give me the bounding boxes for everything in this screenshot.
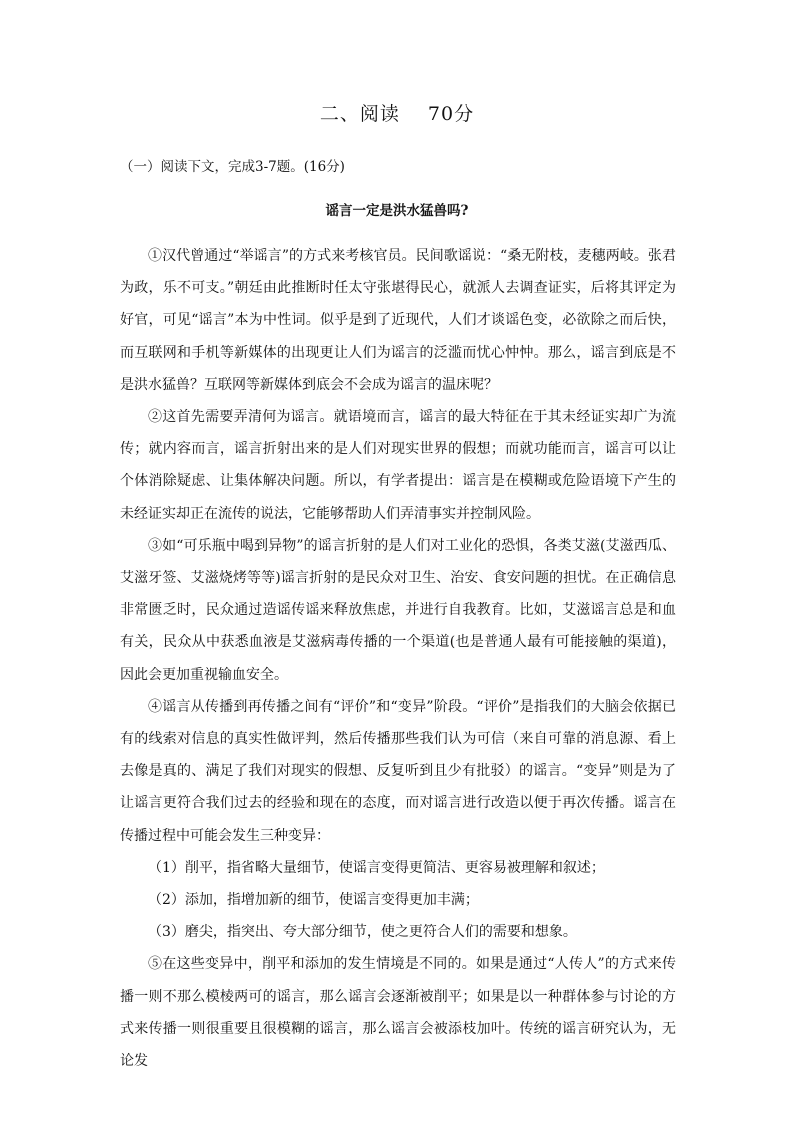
section-title-score: 70分 [427,103,475,125]
paragraph-3: ③如“可乐瓶中喝到异物”的谣言折射的是人们对工业化的恐惧，各类艾滋(艾滋西瓜、艾滋牙签、艾滋烧烤等等)谣言折射的是民众对卫生、治安、食安问题的担忧。在正确信息非常匮乏时，民众通过造谣传谣来释放焦虑，并进行自我教育。比如，艾滋谣言总是和血有关，民众从中获悉血液是艾滋病毒传播的一个渠道(也是普通人最有可能接触的渠道)，因此会更加重视输血安全。 [120,537,676,683]
section-title [0,100,794,128]
article-body [120,240,676,1077]
list-item-2: （2）添加，指增加新的细节，使谣言变得更加丰满； [148,892,479,909]
list-item-1: （1）削平，指省略大量细节，使谣言变得更简洁、更容易被理解和叙述； [148,859,605,876]
section-title-label: 二、阅读 [319,103,400,125]
paragraph-2: ②这首先需要弄清何为谣言。就语境而言，谣言的最大特征在于其未经证实却广为流传；就内容而言，谣言折射出来的是人们对现实世界的假想；而就功能而言，谣言可以让个体消除疑虑、让集体解决问题。所以，有学者提出：谣言是在模糊或危险语境下产生的未经证实却正在流传的说法，它能够帮助人们弄清事实并控制风险。 [120,409,676,522]
article-title: 谣言一定是洪水猛兽吗? [325,203,469,219]
paragraph-5: ⑤在这些变异中，削平和添加的发生情境是不同的。如果是通过“人传人”的方式来传播一则不那么模棱两可的谣言，那么谣言会逐渐被削平；如果是以一种群体参与讨论的方式来传播一则很重要且很模糊的谣言，那么谣言会被添枝加叶。传统的谣言研究认为，无论发 [120,956,676,1070]
subsection-heading: （一）阅读下文，完成3-7题。(16分) [120,159,345,175]
list-item-3: （3）磨尖，指突出、夸大部分细节，使之更符合人们的需要和想象。 [148,924,577,941]
paragraph-4: ④谣言从传播到再传播之间有“评价”和“变异”阶段。“评价”是指我们的大脑会依据已有的线索对信息的真实性做评判，然后传播那些我们认为可信（来自可靠的消息源、看上去像是真的、满足了我们对现实的假想、反复听到且少有批驳）的谣言。“变异”则是为了让谣言更符合我们过去的经验和现在的态度，而对谣言进行改造以便于再次传播。谣言在传播过程中可能会发生三种变异： [120,698,676,844]
paragraph-1: ①汉代曾通过“举谣言”的方式来考核官员。民间歌谣说：“桑无附枝，麦穗两岐。张君为政，乐不可支。”朝廷由此推断时任太守张堪得民心，就派人去调查证实，后将其评定为好官，可见“谣言”本为中性词。似乎是到了近现代，人们才谈谣色变，必欲除之而后快，而互联网和手机等新媒体的出现更让人们为谣言的泛滥而忧心忡忡。那么，谣言到底是不是洪水猛兽？互联网等新媒体到底会不会成为谣言的温床呢？ [120,248,676,393]
